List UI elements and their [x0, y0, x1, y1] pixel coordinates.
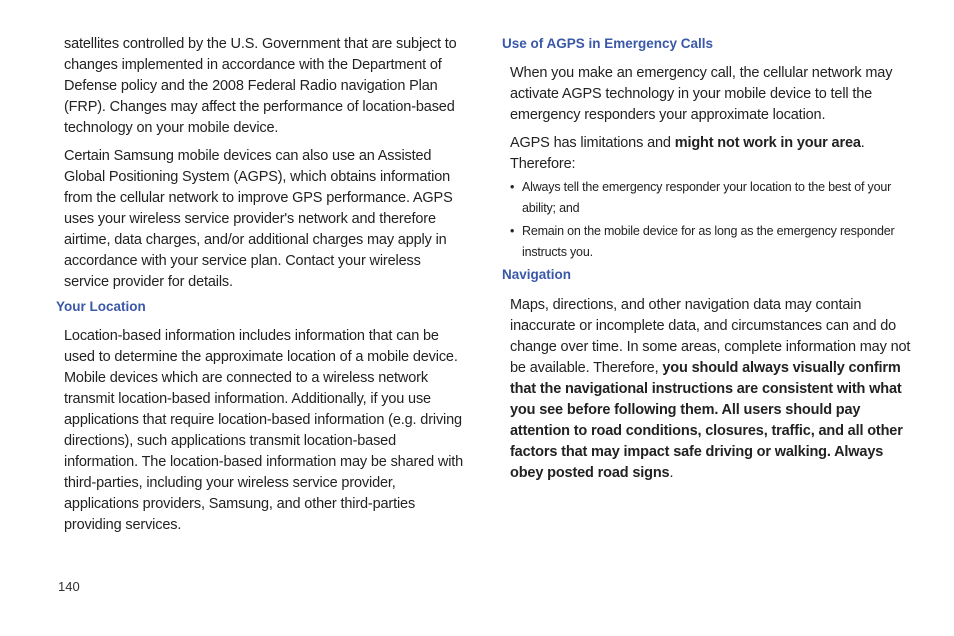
navigation-text: Maps, directions, and other navigation data may contain inaccurate or incomplete data, and circumstances can and do change over time. In some areas, complete information may not be available. Therefore,: [510, 297, 911, 376]
agps-limitations-end: . Therefore:: [510, 135, 865, 172]
agps-emergency-heading: Use of AGPS in Emergency Calls: [502, 36, 714, 51]
bullet-text: Always tell the emergency responder your location to the best of your ability; and: [522, 180, 892, 215]
left-column: [56, 0, 466, 536]
bullet-icon: •: [510, 180, 515, 194]
gps-paragraph: satellites controlled by the U.S. Government that are subject to changes implemented in accordance with the Department of Defense policy and the 2008 Federal Radio navigation Plan (FRP). Changes may affect the performance of location-based technology on your mobile device.: [64, 36, 457, 136]
page-number: 140: [58, 579, 80, 594]
agps-limitations-bold: might not work in your area: [674, 135, 861, 151]
list-item: [502, 177, 912, 219]
agps-paragraph: Certain Samsung mobile devices can also use an Assisted Global Positioning System (AGPS), which obtains information from the cellular network to improve GPS performance. AGPS uses your wireless service provider's network and therefore airtime, data charges, and/or additional charges may apply in accordance with your service plan. Contact your wireless service provider for details.: [64, 148, 453, 290]
navigation-heading: Navigation: [502, 267, 572, 282]
bullet-text: Remain on the mobile device for as long as the emergency responder instructs you.: [522, 224, 895, 259]
agps-limitations-paragraph: [502, 133, 912, 175]
emergency-bullet-list: [502, 177, 912, 263]
location-paragraph: Location-based information includes information that can be used to determine the approximate location of a mobile device. Mobile devices which are connected to a wireless network transmit location-based information. Additionally, if you use applications that require location-based information (e.g. driving directions), such applications transmit location-based information. The location-based information may be shared with third-parties, including your wireless service provider, applications providers, Samsung, and other third-parties providing services.: [64, 328, 464, 533]
agps-limitations-text: AGPS has limitations and: [510, 135, 675, 151]
list-item: [502, 221, 912, 263]
bullet-icon: •: [510, 224, 515, 238]
emergency-call-paragraph: When you make an emergency call, the cellular network may activate AGPS technology in your mobile device to tell the emergency responders your approximate location.: [510, 65, 893, 123]
navigation-paragraph: [502, 295, 912, 484]
right-column: [502, 0, 912, 484]
navigation-bold: you should always visually confirm that the navigational instructions are consistent with what you see before following them. All users should pay attention to road conditions, closures, traffic, and all other factors that may impact safe driving or walking. Always obey posted road signs: [510, 360, 903, 481]
navigation-end: .: [669, 465, 674, 481]
your-location-heading: Your Location: [56, 299, 146, 314]
